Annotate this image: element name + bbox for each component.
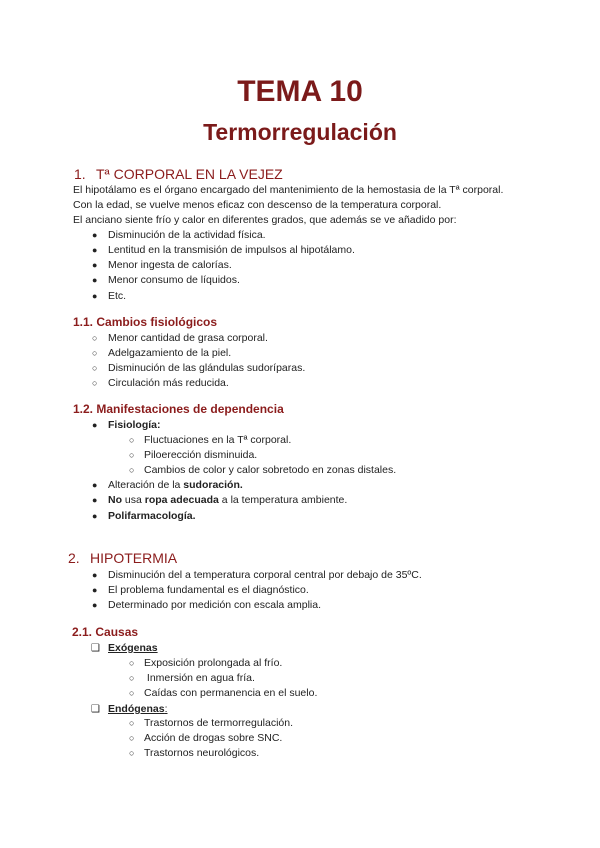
list-item: Menor ingesta de calorías. xyxy=(108,259,232,271)
bullet-circle-icon: ○ xyxy=(92,348,98,358)
page-title: TEMA 10 xyxy=(237,75,363,108)
section-number: 1. xyxy=(74,166,86,182)
list-item: El problema fundamental es el diagnóstico. xyxy=(108,584,309,596)
list-item xyxy=(108,478,243,493)
bullet-circle-icon: ○ xyxy=(129,465,135,475)
list-item: Cambios de color y calor sobretodo en zonas distales. xyxy=(144,464,397,476)
list-item: Inmersión en agua fría. xyxy=(144,672,255,684)
list-item: Etc. xyxy=(108,290,127,302)
text-fragment-bold: sudoración. xyxy=(183,479,243,491)
section-number: 2. xyxy=(68,550,80,566)
exogenas-label: Exógenas xyxy=(108,642,158,654)
bullet-disc-icon: ● xyxy=(92,245,98,255)
bullet-disc-icon: ● xyxy=(92,570,98,580)
text-fragment-bold: Polifarmacología. xyxy=(108,510,196,522)
bullet-circle-icon: ○ xyxy=(129,748,135,758)
bullet-circle-icon: ○ xyxy=(129,435,135,445)
list-item: Adelgazamiento de la piel. xyxy=(108,347,232,359)
list-item: Caídas con permanencia en el suelo. xyxy=(144,687,318,699)
page-subtitle: Termorregulación xyxy=(203,119,397,145)
endogenas-label: Endógenas xyxy=(108,703,165,715)
section-2-1-heading: 2.1. Causas xyxy=(72,625,139,639)
section-1-1-heading: 1.1. Cambios fisiológicos xyxy=(73,315,218,329)
section-2-heading xyxy=(68,549,177,567)
bullet-disc-icon: ● xyxy=(92,585,98,595)
bullet-circle-icon: ○ xyxy=(129,688,135,698)
text-fragment-bold: ropa adecuada xyxy=(144,494,219,506)
text-fragment: a la temperatura ambiente. xyxy=(218,494,348,506)
list-item: Fluctuaciones en la Tª corporal. xyxy=(144,434,292,446)
text-fragment: Alteración de la xyxy=(108,479,184,491)
list-item: Disminución de las glándulas sudoríparas. xyxy=(108,362,306,374)
bullet-circle-icon: ○ xyxy=(92,333,98,343)
endogenas-colon: : xyxy=(164,703,168,715)
checkbox-square-icon: ❑ xyxy=(91,704,100,715)
list-item: Disminución del a temperatura corporal central por debajo de 35ºC. xyxy=(108,569,422,581)
bullet-circle-icon: ○ xyxy=(129,673,135,683)
list-item: Acción de drogas sobre SNC. xyxy=(144,732,283,744)
list-item: Trastornos neurológicos. xyxy=(144,747,260,759)
bullet-disc-icon: ● xyxy=(92,230,98,240)
bullet-disc-icon: ● xyxy=(92,495,98,505)
bullet-circle-icon: ○ xyxy=(129,718,135,728)
list-item: Determinado por medición con escala amplia. xyxy=(108,599,322,611)
bullet-circle-icon: ○ xyxy=(92,363,98,373)
list-item: Menor cantidad de grasa corporal. xyxy=(108,332,268,344)
fisiologia-label: Fisiología: xyxy=(108,419,161,431)
bullet-circle-icon: ○ xyxy=(129,450,135,460)
list-item xyxy=(108,702,168,717)
section-1-heading xyxy=(74,165,283,183)
bullet-circle-icon: ○ xyxy=(92,378,98,388)
section-1-2-heading: 1.2. Manifestaciones de dependencia xyxy=(73,402,284,416)
list-item: Circulación más reducida. xyxy=(108,377,229,389)
text-fragment: usa xyxy=(122,494,145,506)
paragraph: El hipotálamo es el órgano encargado del mantenimiento de la hemostasia de la Tª corporal. xyxy=(73,184,504,196)
bullet-disc-icon: ● xyxy=(92,511,98,521)
list-item: Disminución de la actividad física. xyxy=(108,229,266,241)
list-item: Piloerección disminuida. xyxy=(144,449,258,461)
section-title: HIPOTERMIA xyxy=(90,550,178,566)
paragraph: El anciano siente frío y calor en diferentes grados, que además se ve añadido por: xyxy=(73,214,457,226)
list-item xyxy=(108,493,347,508)
bullet-disc-icon: ● xyxy=(92,480,98,490)
list-item: Exposición prolongada al frío. xyxy=(144,657,283,669)
list-item: Menor consumo de líquidos. xyxy=(108,274,240,286)
bullet-disc-icon: ● xyxy=(92,275,98,285)
text-fragment-bold: No xyxy=(108,494,122,506)
paragraph: Con la edad, se vuelve menos eficaz con descenso de la temperatura corporal. xyxy=(73,199,442,211)
bullet-circle-icon: ○ xyxy=(129,733,135,743)
list-item xyxy=(108,509,196,524)
bullet-disc-icon: ● xyxy=(92,420,98,430)
bullet-disc-icon: ● xyxy=(92,600,98,610)
bullet-circle-icon: ○ xyxy=(129,658,135,668)
list-item xyxy=(108,418,161,433)
list-item: Trastornos de termorregulación. xyxy=(144,717,294,729)
list-item xyxy=(108,641,158,656)
bullet-disc-icon: ● xyxy=(92,291,98,301)
bullet-disc-icon: ● xyxy=(92,260,98,270)
section-title: Tª CORPORAL EN LA VEJEZ xyxy=(96,166,283,182)
list-item: Lentitud en la transmisión de impulsos al hipotálamo. xyxy=(108,244,355,256)
checkbox-square-icon: ❑ xyxy=(91,643,100,654)
